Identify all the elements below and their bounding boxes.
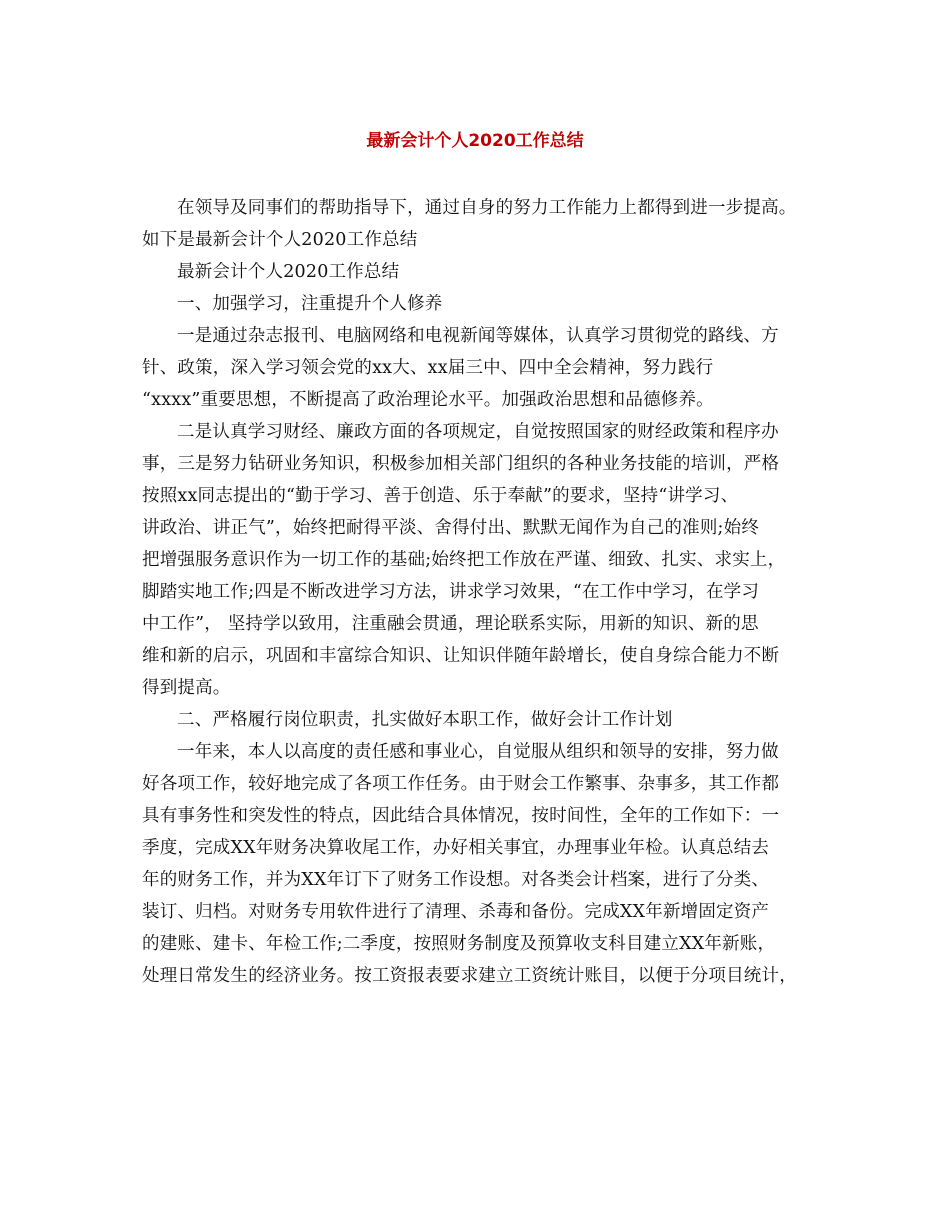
text-line: 在领导及同事们的帮助指导下，通过自身的努力工作能力上都得到进一步提高。 [177, 198, 797, 218]
text-line: 季度，完成XX年财务决算收尾工作，办好相关事宜，办理事业年检。认真总结去 [142, 838, 770, 858]
text-line: 的建账、建卡、年检工作;二季度，按照财务制度及预算收支科目建立XX年新账， [142, 934, 776, 954]
text-line: 事，三是努力钻研业务知识，积极参加相关部门组织的各种业务技能的培训，严格 [142, 454, 780, 474]
text-line: 一、加强学习，注重提升个人修养 [177, 294, 443, 314]
text-line: 针、政策，深入学习领会党的xx大、xx届三中、四中全会精神，努力践行 [142, 358, 714, 378]
text-line: 具有事务性和突发性的特点，因此结合具体情况，按时间性，全年的工作如下：一 [142, 806, 780, 826]
text-line: 如下是最新会计个人2020工作总结 [142, 230, 418, 250]
text-line: 得到提高。 [142, 678, 231, 698]
document-title: 最新会计个人2020工作总结 [366, 131, 584, 151]
text-line: 二是认真学习财经、廉政方面的各项规定，自觉按照国家的财经政策和程序办 [177, 422, 779, 442]
text-line: 二、严格履行岗位职责，扎实做好本职工作，做好会计工作计划 [177, 710, 673, 730]
text-line: 好各项工作，较好地完成了各项工作任务。由于财会工作繁事、杂事多，其工作都 [142, 774, 780, 794]
text-line: 最新会计个人2020工作总结 [177, 262, 400, 282]
text-line: 一年来，本人以高度的责任感和事业心，自觉服从组织和领导的安排，努力做 [177, 742, 779, 762]
text-line: 年的财务工作，并为XX年订下了财务工作设想。对各类会计档案，进行了分类、 [142, 870, 770, 890]
text-line: 处理日常发生的经济业务。按工资报表要求建立工资统计账目，以便于分项目统计， [142, 966, 797, 986]
text-line: 维和新的启示，巩固和丰富综合知识、让知识伴随年龄增长，使自身综合能力不断 [142, 646, 780, 666]
text-line: “xxxx”重要思想，不断提高了政治理论水平。加强政治思想和品德修养。 [142, 390, 714, 410]
text-line: 按照xx同志提出的“勤于学习、善于创造、乐于奉献”的要求，坚持“讲学习、 [142, 486, 739, 506]
text-line: 脚踏实地工作;四是不断改进学习方法，讲求学习效果，“在工作中学习，在学习 [142, 582, 760, 602]
text-line: 把增强服务意识作为一切工作的基础;始终把工作放在严谨、细致、扎实、求实上， [142, 550, 786, 570]
text-line: 中工作”， 坚持学以致用，注重融会贯通，理论联系实际，用新的知识、新的思 [142, 614, 759, 634]
text-line: 装订、归档。对财务专用软件进行了清理、杀毒和备份。完成XX年新增固定资产 [142, 902, 770, 922]
document-body [142, 192, 832, 992]
text-line: 讲政治、讲正气”，始终把耐得平淡、舍得付出、默默无闻作为自己的准则;始终 [142, 518, 760, 538]
text-line: 一是通过杂志报刊、电脑网络和电视新闻等媒体，认真学习贯彻党的路线、方 [177, 326, 779, 346]
